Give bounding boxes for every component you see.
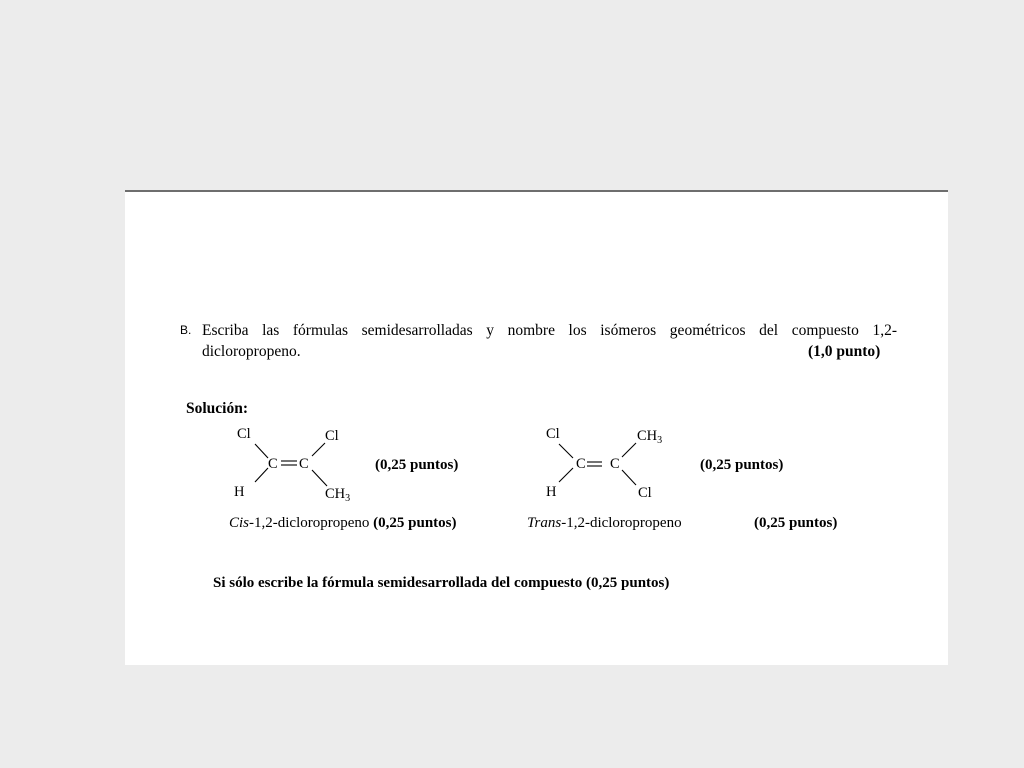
cis-ch-text: CH: [325, 486, 346, 502]
trans-carbon-left: C: [576, 456, 586, 472]
cis-bond-h-c: [255, 468, 268, 482]
trans-atom-bottom-left: H: [546, 484, 557, 500]
cis-name-rest: -1,2-dicloropropeno: [249, 515, 374, 531]
trans-carbon-right: C: [610, 456, 620, 472]
cis-ch3-subscript: 3: [345, 493, 351, 504]
question-letter: B.: [180, 323, 192, 337]
trans-name: [527, 515, 682, 532]
trans-atom-top-left: Cl: [546, 426, 560, 442]
document-page: [125, 190, 948, 665]
cis-atom-bottom-right: [325, 486, 350, 503]
cis-bond-cl-c: [255, 444, 268, 458]
question-text-line2: dicloropropeno.: [202, 343, 301, 360]
trans-bond-cl-c: [559, 444, 573, 458]
trans-ch3-subscript: 3: [657, 435, 663, 446]
trans-ch-text: CH: [637, 428, 658, 444]
cis-atom-bottom-left: H: [234, 484, 245, 500]
trans-name-rest: -1,2-dicloropropeno: [561, 515, 682, 531]
trans-bond-c-cl: [622, 470, 636, 485]
cis-atom-top-left: Cl: [237, 426, 251, 442]
cis-formula-points: (0,25 puntos): [375, 457, 459, 473]
trans-bond-h-c: [559, 468, 573, 482]
cis-name-prefix: Cis: [229, 515, 250, 531]
question-text-line1: Escriba las fórmulas semidesarrolladas y nombre los isómeros geométricos del compuesto 1,2-: [202, 322, 897, 339]
solution-label: Solución:: [186, 400, 249, 417]
cis-bond-c-cl: [312, 443, 325, 456]
cis-atom-top-right: Cl: [325, 428, 339, 444]
question-points: (1,0 punto): [808, 343, 881, 360]
cis-name-points: (0,25 puntos): [373, 515, 457, 531]
trans-name-prefix: Trans: [527, 515, 562, 531]
partial-credit-note: Si sólo escribe la fórmula semidesarrollada del compuesto (0,25 puntos): [213, 575, 670, 591]
cis-carbon-left: C: [268, 456, 278, 472]
trans-name-points: (0,25 puntos): [754, 515, 838, 531]
trans-bond-c-ch3: [622, 443, 636, 457]
trans-atom-top-right: [637, 428, 662, 445]
cis-name: [229, 515, 457, 532]
trans-formula-points: (0,25 puntos): [700, 457, 784, 473]
cis-bond-c-ch3: [312, 470, 327, 486]
trans-atom-bottom-right: Cl: [638, 485, 652, 501]
cis-carbon-right: C: [299, 456, 309, 472]
